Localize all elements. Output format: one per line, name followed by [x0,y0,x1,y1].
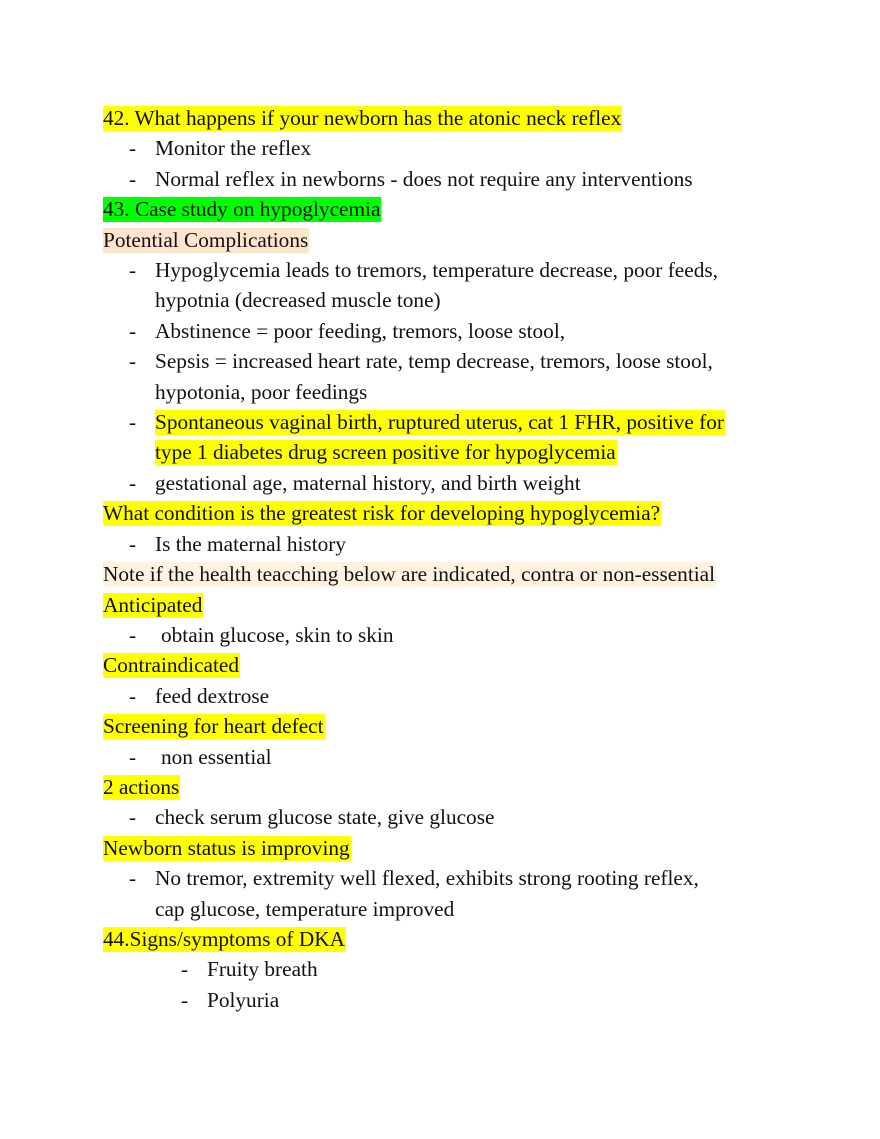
dash-marker: - [129,531,137,556]
newborn-improving-heading: Newborn status is improving [103,835,350,860]
bullet-item: - gestational age, maternal history, and birth weight [103,468,783,498]
contraindicated-heading: Contraindicated [103,653,240,678]
bullet-item: - Abstinence = poor feeding, tremors, loose stool, [103,316,783,346]
greatest-risk-question: What condition is the greatest risk for developing hypoglycemia? [103,501,661,526]
heart-defect-heading: Screening for heart defect [103,714,324,739]
bullet-item: - feed dextrose [103,681,783,711]
potential-complications-heading: Potential Complications [103,227,309,252]
dash-marker: - [129,136,137,161]
dash-marker: - [129,410,137,435]
dash-marker: - [129,318,137,343]
health-teaching-note: Note if the health teacching below are indicated, contra or non-essential [103,562,716,587]
bullet-item: - Hypoglycemia leads to tremors, temperature decrease, poor feeds, hypotnia (decreased muscle tone) [103,255,783,316]
bullet-item: - No tremor, extremity well flexed, exhibits strong rooting reflex, cap glucose, temperature improved [103,863,783,924]
document-page [103,103,783,1015]
question-42-heading: 42. What happens if your newborn has the atonic neck reflex [103,106,622,130]
dash-marker: - [181,987,189,1012]
bullet-item: - Polyuria [103,985,783,1015]
bullet-item: - obtain glucose, skin to skin [103,620,783,650]
anticipated-heading: Anticipated [103,592,203,617]
bullet-item: - non essential [103,742,783,772]
bullet-item: - check serum glucose state, give glucose [103,802,783,832]
dash-marker: - [129,805,137,830]
two-actions-heading: 2 actions [103,774,180,799]
dash-marker: - [129,258,137,283]
dash-marker: - [129,166,137,191]
dash-marker: - [129,470,137,495]
bullet-item-highlighted: - Spontaneous vaginal birth, ruptured uterus, cat 1 FHR, positive for type 1 diabetes drug screen positive for hypoglycemia [103,407,783,468]
bullet-item: - Monitor the reflex [103,133,783,163]
question-44-heading: 44.Signs/symptoms of DKA [103,926,345,951]
dash-marker: - [129,622,137,647]
dash-marker: - [129,349,137,374]
dash-marker: - [129,744,137,769]
dash-marker: - [181,957,189,982]
dash-marker: - [129,866,137,891]
bullet-item: - Sepsis = increased heart rate, temp decrease, tremors, loose stool, hypotonia, poor feedings [103,346,783,407]
bullet-item: - Fruity breath [103,954,783,984]
question-43-heading: 43. Case study on hypoglycemia [103,197,381,222]
dash-marker: - [129,683,137,708]
bullet-item: - Normal reflex in newborns - does not require any interventions [103,164,783,194]
bullet-item: - Is the maternal history [103,529,783,559]
